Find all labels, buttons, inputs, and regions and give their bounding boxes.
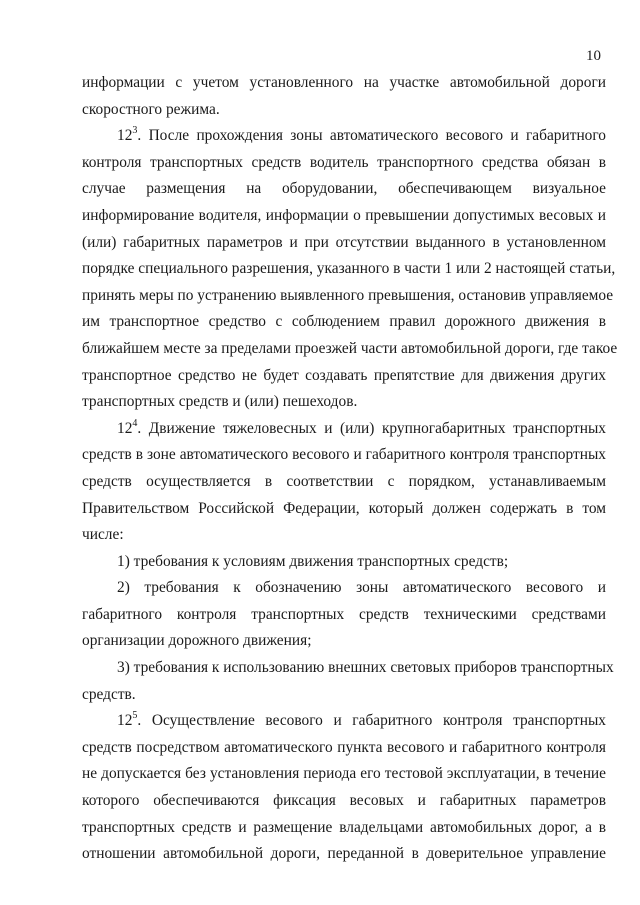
text-line: [82, 150, 606, 177]
document-body: [82, 70, 618, 868]
line-text: организации дорожного движения;: [82, 632, 312, 650]
line-text: габаритного контроля транспортных средств техническими средствами: [82, 605, 606, 623]
text-line: [82, 522, 606, 549]
text-line: [82, 655, 614, 682]
text-line: [82, 230, 606, 257]
text-line: [82, 309, 606, 336]
line-text: которого обеспечиваются фиксация весовых и габаритных параметров: [82, 792, 606, 810]
line-text: информации с учетом установленного на участке автомобильной дороги: [82, 74, 606, 91]
text-line: [82, 283, 614, 310]
text-line: [82, 708, 606, 735]
line-text: не допускается без установления периода его тестовой эксплуатации, в течение: [82, 765, 606, 783]
text-line: [82, 628, 606, 655]
text-line: [82, 336, 618, 363]
line-text: информирование водителя, информации о превышении допустимых весовых и: [82, 206, 606, 224]
text-line: [82, 363, 606, 390]
clause-number: 12: [117, 712, 133, 730]
text-line: [82, 575, 606, 602]
text-line: [82, 735, 606, 762]
line-text: средств посредством автоматического пункта весового и габаритного контроля: [82, 738, 606, 756]
line-text: . После прохождения зоны автоматического весового и габаритного: [137, 127, 606, 145]
line-text: 3) требования к использованию внешних световых приборов транспортных: [117, 659, 614, 677]
text-line: [82, 97, 606, 124]
line-text: ближайшем месте за пределами проезжей части автомобильной дороги, где такое: [82, 339, 618, 357]
clause-superscript: 5: [132, 710, 138, 722]
clause-superscript: 4: [132, 417, 138, 429]
line-text: порядке специального разрешения, указанного в части 1 или 2 настоящей статьи,: [82, 260, 616, 278]
line-text: транспортное средство не будет создавать препятствие для движения других: [82, 366, 606, 384]
text-line: [82, 841, 606, 868]
line-text: случае размещения на оборудовании, обеспечивающем визуальное: [82, 180, 606, 198]
line-text: принять меры по устранению выявленного превышения, остановив управляемое: [82, 286, 614, 304]
line-text: средств в зоне автоматического весового и габаритного контроля транспортных: [82, 446, 606, 464]
line-text: Правительством Российской Федерации, который должен содержать в том: [82, 499, 606, 517]
line-text: . Осуществление весового и габаритного контроля транспортных: [137, 712, 606, 730]
line-text: им транспортное средство с соблюдением правил дорожного движения в: [82, 313, 606, 331]
text-line: [82, 761, 606, 788]
line-text: отношении автомобильной дороги, переданной в доверительное управление: [82, 845, 606, 863]
clause-number: 12: [117, 419, 133, 437]
text-line: [82, 203, 606, 230]
text-line: [82, 682, 606, 709]
line-text: скоростного режима.: [82, 100, 220, 118]
line-text: 2) требования к обозначению зоны автоматического весового и: [117, 579, 606, 597]
clause-superscript: 3: [132, 125, 138, 137]
text-line: [82, 123, 606, 150]
text-line: [82, 256, 616, 283]
line-text: средств.: [82, 685, 136, 703]
line-text: транспортных средств и размещение владельцами автомобильных дорог, а в: [82, 818, 606, 836]
text-line: [82, 815, 606, 842]
line-text: (или) габаритных параметров и при отсутствии выданного в установленном: [82, 233, 606, 251]
text-line: [82, 788, 606, 815]
text-line: [82, 496, 606, 523]
line-text: числе:: [82, 526, 124, 544]
line-text: транспортных средств и (или) пешеходов.: [82, 393, 358, 411]
line-text: средств осуществляется в соответствии с порядком, устанавливаемым: [82, 472, 606, 490]
text-line: [82, 389, 606, 416]
text-line: [82, 602, 606, 629]
text-line: [82, 442, 606, 469]
line-text: 1) требования к условиям движения транспортных средств;: [117, 552, 509, 570]
line-text: контроля транспортных средств водитель транспортного средства обязан в: [82, 153, 606, 171]
clause-number: 12: [117, 127, 133, 145]
text-line: [82, 549, 606, 576]
text-line: [82, 469, 606, 496]
text-line: [82, 416, 606, 443]
page-number: 10: [586, 48, 601, 64]
text-line: [82, 70, 606, 97]
line-text: . Движение тяжеловесных и (или) крупногабаритных транспортных: [137, 419, 606, 437]
text-line: [82, 176, 606, 203]
